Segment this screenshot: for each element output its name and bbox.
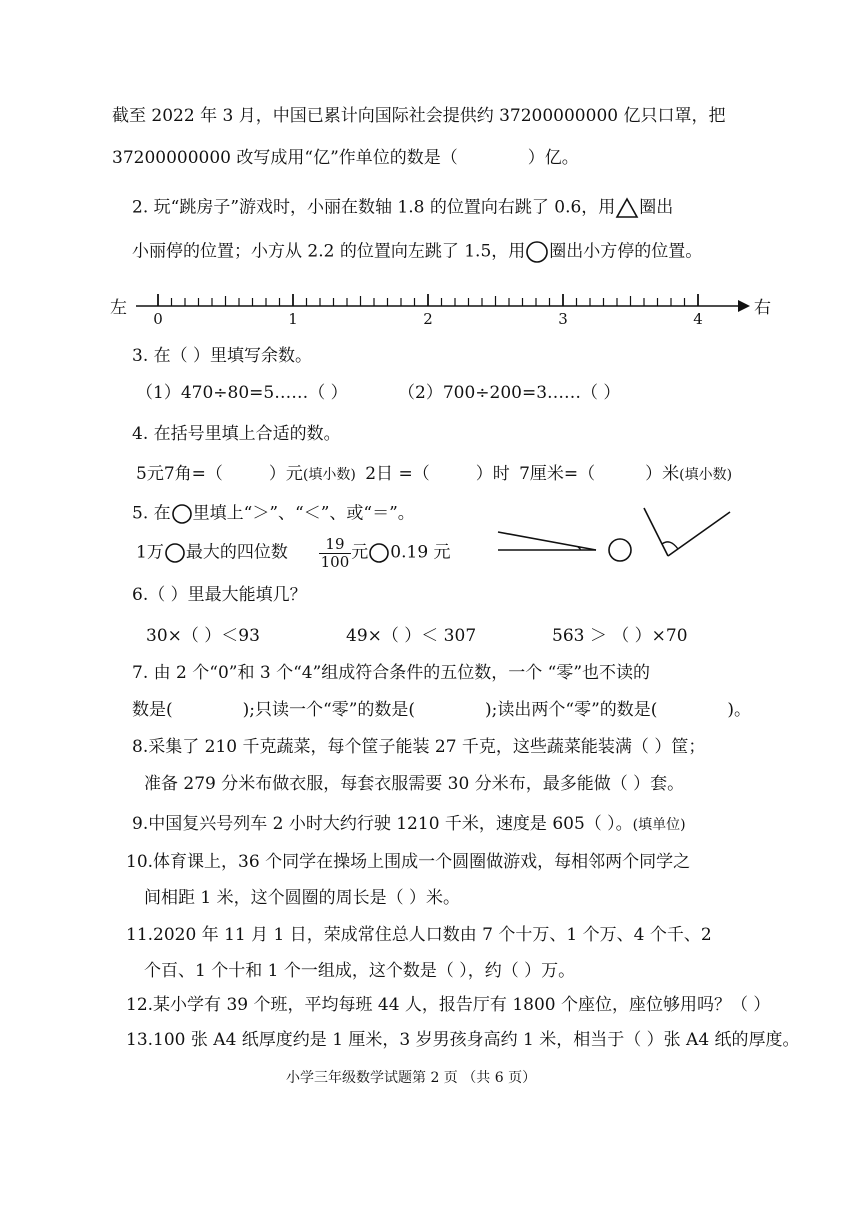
q4-title: 4. 在括号里填上合适的数。 bbox=[132, 424, 341, 444]
q2-line2-text: 小丽停的位置；小方从 2.2 的位置向左跳了 1.5，用 bbox=[132, 241, 526, 262]
number-line-tick-label: 1 bbox=[288, 310, 298, 328]
circle-icon bbox=[164, 542, 186, 564]
q7-line2-b: );只读一个“零”的数是( bbox=[242, 700, 416, 720]
circle-icon bbox=[525, 240, 549, 264]
obtuse-angle-ray-2 bbox=[668, 512, 730, 556]
q5-c2a: 元 bbox=[351, 542, 369, 563]
q12-line1: 12.某小学有 39 个班，平均每班 44 人，报告厅有 1800 个座位，座位够用吗？（ ） bbox=[126, 995, 771, 1015]
q5-c2b: 0.19 元 bbox=[390, 542, 451, 563]
q13-line1: 13.100 张 A4 纸厚度约是 1 厘米，3 岁男孩身高约 1 米，相当于（ ）张 A4 纸的厚度。 bbox=[126, 1030, 800, 1050]
q8-line1: 8.采集了 210 千克蔬菜，每个筐子能装 27 千克，这些蔬菜能装满（ ）筐； bbox=[132, 737, 706, 757]
q9-text: 9.中国复兴号列车 2 小时大约行驶 1210 千米，速度是 605（ ）。 bbox=[132, 814, 633, 834]
q9-line1 bbox=[132, 814, 686, 834]
number-line-tick-label: 3 bbox=[558, 310, 568, 328]
acute-angle-ray-1 bbox=[498, 532, 596, 550]
q4-items bbox=[136, 464, 732, 484]
q4-a3: (填小数) bbox=[302, 467, 356, 483]
page-footer: 小学三年级数学试题第 2 页 （共 6 页） bbox=[286, 1070, 537, 1086]
q1-line1: 截至 2022 年 3 月，中国已累计向国际社会提供约 37200000000 亿只口罩，把 bbox=[112, 106, 726, 126]
q2-line2-end: 圈出小方停的位置。 bbox=[549, 241, 703, 262]
number-line-tick-label: 4 bbox=[693, 310, 703, 328]
q4-a2: ）元 bbox=[268, 464, 303, 484]
angle-compare-figure bbox=[492, 498, 742, 568]
q10-line1: 10.体育课上，36 个同学在操场上围成一个圆圈做游戏，每相邻两个同学之 bbox=[126, 852, 691, 872]
q6-a: 30×（ ）＜93 bbox=[146, 626, 260, 646]
q3-title: 3. 在（ ）里填写余数。 bbox=[132, 346, 313, 366]
q2-line1 bbox=[132, 197, 673, 219]
q6-c: 563 ＞ （ ）×70 bbox=[552, 626, 688, 646]
q6-title: 6.（ ）里最大能填几？ bbox=[132, 585, 307, 605]
q5-c1a: 1万 bbox=[136, 542, 164, 563]
number-line-tick-label: 2 bbox=[423, 310, 433, 328]
q2-line1-text: 2. 玩“跳房子”游戏时，小丽在数轴 1.8 的位置向右跳了 0.6，用 bbox=[132, 197, 616, 218]
q4-c1: 7厘米=（ bbox=[519, 464, 596, 484]
q5-title-a: 5. 在 bbox=[132, 503, 171, 524]
q5-c1b: 最大的四位数 bbox=[185, 542, 288, 563]
q4-b1: 2日 =（ bbox=[365, 464, 430, 484]
q7-line2-a: 数是( bbox=[132, 700, 173, 720]
q3-part2: （2）700÷200=3……（ ） bbox=[398, 383, 621, 403]
q7-line2-c: );读出两个“零”的数是( bbox=[485, 700, 658, 720]
q7-line2-d: )。 bbox=[727, 700, 752, 720]
q4-c3: (填小数) bbox=[679, 467, 733, 483]
q1-line2 bbox=[112, 148, 579, 168]
q5-title-b: 里填上“＞”、“＜”、或“＝”。 bbox=[192, 503, 415, 524]
q1-line2-text: 37200000000 改写成用“亿”作单位的数是（ bbox=[112, 148, 458, 168]
compare-circle-icon bbox=[609, 539, 631, 561]
number-line-right-label: 右 bbox=[754, 298, 771, 318]
q4-a1: 5元7角=（ bbox=[136, 464, 223, 484]
q11-line2: 个百、1 个十和 1 个一组成，这个数是（ ），约（ ）万。 bbox=[144, 961, 576, 981]
q2-line2 bbox=[132, 240, 702, 264]
number-line bbox=[108, 286, 778, 330]
q7-line1: 7. 由 2 个“0”和 3 个“4”组成符合条件的五位数，一个 “零”也不读的 bbox=[132, 663, 651, 683]
q3-part1: （1）470÷80=5……（ ） bbox=[136, 383, 348, 403]
circle-icon bbox=[171, 503, 193, 525]
q4-c2: ）米 bbox=[645, 464, 680, 484]
q4-b2: ）时 bbox=[475, 464, 510, 484]
q6-b: 49×（ ）＜ 307 bbox=[346, 626, 477, 646]
q5-frac-num: 19 bbox=[319, 536, 352, 554]
circle-icon bbox=[368, 542, 390, 564]
obtuse-angle-ray-1 bbox=[644, 508, 668, 556]
q2-line1-end: 圈出 bbox=[639, 197, 674, 218]
q7-line2 bbox=[132, 700, 751, 720]
triangle-icon bbox=[615, 197, 639, 219]
number-line-arrow bbox=[738, 300, 750, 312]
q5-fraction bbox=[319, 536, 352, 570]
number-line-tick-label: 0 bbox=[153, 310, 163, 328]
q9-note: (填单位) bbox=[632, 817, 686, 833]
number-line-left-label: 左 bbox=[110, 298, 127, 318]
q11-line1: 11.2020 年 11 月 1 日，荣成常住总人口数由 7 个十万、1 个万、4 个千、2 bbox=[126, 925, 712, 945]
q8-line2: 准备 279 分米布做衣服，每套衣服需要 30 分米布，最多能做（ ）套。 bbox=[144, 774, 685, 794]
q10-line2: 间相距 1 米，这个圆圈的周长是（ ）米。 bbox=[144, 888, 461, 908]
q5-title bbox=[132, 503, 415, 525]
q1-line2-unit: ）亿。 bbox=[527, 148, 579, 168]
q5-frac-den: 100 bbox=[320, 552, 350, 571]
q5-compare bbox=[136, 536, 451, 570]
